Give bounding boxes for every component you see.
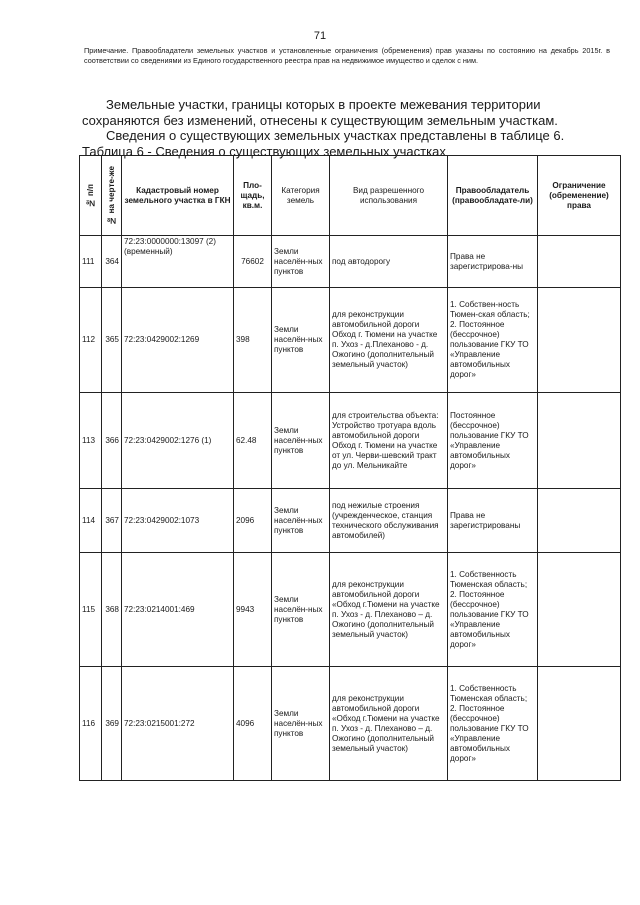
cell-cadastral: 72:23:0429002:1269	[122, 288, 234, 393]
cell-drawing: 367	[102, 489, 122, 553]
table-row	[80, 393, 621, 489]
cell-cadastral: 72:23:0214001:469	[122, 553, 234, 667]
cell-cadastral: 72:23:0000000:13097 (2) (временный)	[122, 236, 234, 288]
cell-category: Земли населён-ных пунктов	[272, 393, 330, 489]
cell-area: 9943	[234, 553, 272, 667]
cell-num: 114	[80, 489, 102, 553]
cell-restriction	[538, 288, 621, 393]
header-use: Вид разрешенного использования	[330, 156, 448, 236]
header-area: Пло-щадь, кв.м.	[234, 156, 272, 236]
cell-category: Земли населён-ных пунктов	[272, 288, 330, 393]
cell-use: под автодорогу	[330, 236, 448, 288]
cell-restriction	[538, 236, 621, 288]
cell-area: 398	[234, 288, 272, 393]
cell-use: для реконструкции автомобильной дороги Обход г. Тюмени на участке п. Ухоз - д.Плеханово - д. Ожогино (дополнительный земельный участок)	[330, 288, 448, 393]
cell-cadastral: 72:23:0429002:1276 (1)	[122, 393, 234, 489]
cell-num: 115	[80, 553, 102, 667]
cell-restriction	[538, 667, 621, 781]
cell-num: 112	[80, 288, 102, 393]
cell-use: для реконструкции автомобильной дороги «Обход г.Тюмени на участке п. Ухоз - д. Плеханово – д. Ожогино (дополнительный земельный участок)	[330, 667, 448, 781]
cell-category: Земли населён-ных пунктов	[272, 489, 330, 553]
intro-section	[82, 97, 614, 159]
cell-drawing: 366	[102, 393, 122, 489]
intro-paragraph: Земельные участки, границы которых в проекте межевания территории сохраняются без изменений, отнесены к существующим земельным участкам.	[82, 97, 558, 128]
cell-category: Земли населён-ных пунктов	[272, 667, 330, 781]
header-restriction: Ограничение (обременение) права	[538, 156, 621, 236]
header-cadastral: Кадастровый номер земельного участка в ГКН	[122, 156, 234, 236]
header-category: Категория земель	[272, 156, 330, 236]
cell-use: под нежилые строения (учрежденческое, станция технического обслуживания автомобилей)	[330, 489, 448, 553]
cell-drawing: 368	[102, 553, 122, 667]
cell-restriction	[538, 489, 621, 553]
table-row	[80, 667, 621, 781]
cell-cadastral: 72:23:0215001:272	[122, 667, 234, 781]
cell-owner: Права не зарегистрирова-ны	[448, 236, 538, 288]
cell-restriction	[538, 393, 621, 489]
table-row	[80, 489, 621, 553]
cell-drawing: 364	[102, 236, 122, 288]
header-num: № п/п	[80, 156, 102, 236]
cell-category: Земли населён-ных пунктов	[272, 553, 330, 667]
land-plots-table	[79, 155, 621, 781]
page-number: 71	[313, 30, 327, 42]
cell-category: Земли населён-ных пунктов	[272, 236, 330, 288]
cell-use: для реконструкции автомобильной дороги «Обход г.Тюмени на участке п. Ухоз - д. Плеханово – д. Ожогино (дополнительный земельный участок)	[330, 553, 448, 667]
header-owner: Правообладатель (правообладате-ли)	[448, 156, 538, 236]
cell-drawing: 365	[102, 288, 122, 393]
table-caption: Таблица 6 - Сведения о существующих земельных участках	[82, 143, 446, 159]
cell-num: 113	[80, 393, 102, 489]
cell-drawing: 369	[102, 667, 122, 781]
table-row	[80, 553, 621, 667]
table-header-row	[80, 156, 621, 236]
cell-use: для строительства объекта: Устройство тротуара вдоль автомобильной дороги Обход г. Тюмени на участке от ул. Черви-шевский тракт до ул. Мельникайте	[330, 393, 448, 489]
cell-area: 76602	[234, 236, 272, 288]
cell-num: 116	[80, 667, 102, 781]
cell-owner: 1. Собственность Тюменская область; 2. Постоянное (бессрочное) пользование ГКУ ТО «Управление автомобильных дорог»	[448, 667, 538, 781]
cell-owner: 1. Собствен-ность Тюмен-ская область; 2. Постоянное (бессрочное) пользование ГКУ ТО «Управление автомобильных дорог»	[448, 288, 538, 393]
cell-owner: Постоянное (бессрочное) пользование ГКУ ТО «Управление автомобильных дорог»	[448, 393, 538, 489]
note-text: Примечание. Правообладатели земельных участков и установленные ограничения (обременения) прав указаны по состоянию на декабрь 2015г. в соответствии со сведениями из Единого государственного реестра прав на недвижимое имущество и сделок с ним.	[84, 46, 610, 65]
header-drawing: № на черте-же	[102, 156, 122, 236]
table-row	[80, 288, 621, 393]
cell-area: 2096	[234, 489, 272, 553]
cell-area: 4096	[234, 667, 272, 781]
cell-owner: Права не зарегистрированы	[448, 489, 538, 553]
table-row	[80, 236, 621, 288]
cell-num: 111	[80, 236, 102, 288]
cell-area: 62.48	[234, 393, 272, 489]
cell-owner: 1. Собственность Тюменская область; 2. Постоянное (бессрочное) пользование ГКУ ТО «Управление автомобильных дорог»	[448, 553, 538, 667]
cell-restriction	[538, 553, 621, 667]
intro-table-reference: Сведения о существующих земельных участках представлены в таблице 6.	[106, 128, 565, 143]
cell-cadastral: 72:23:0429002:1073	[122, 489, 234, 553]
